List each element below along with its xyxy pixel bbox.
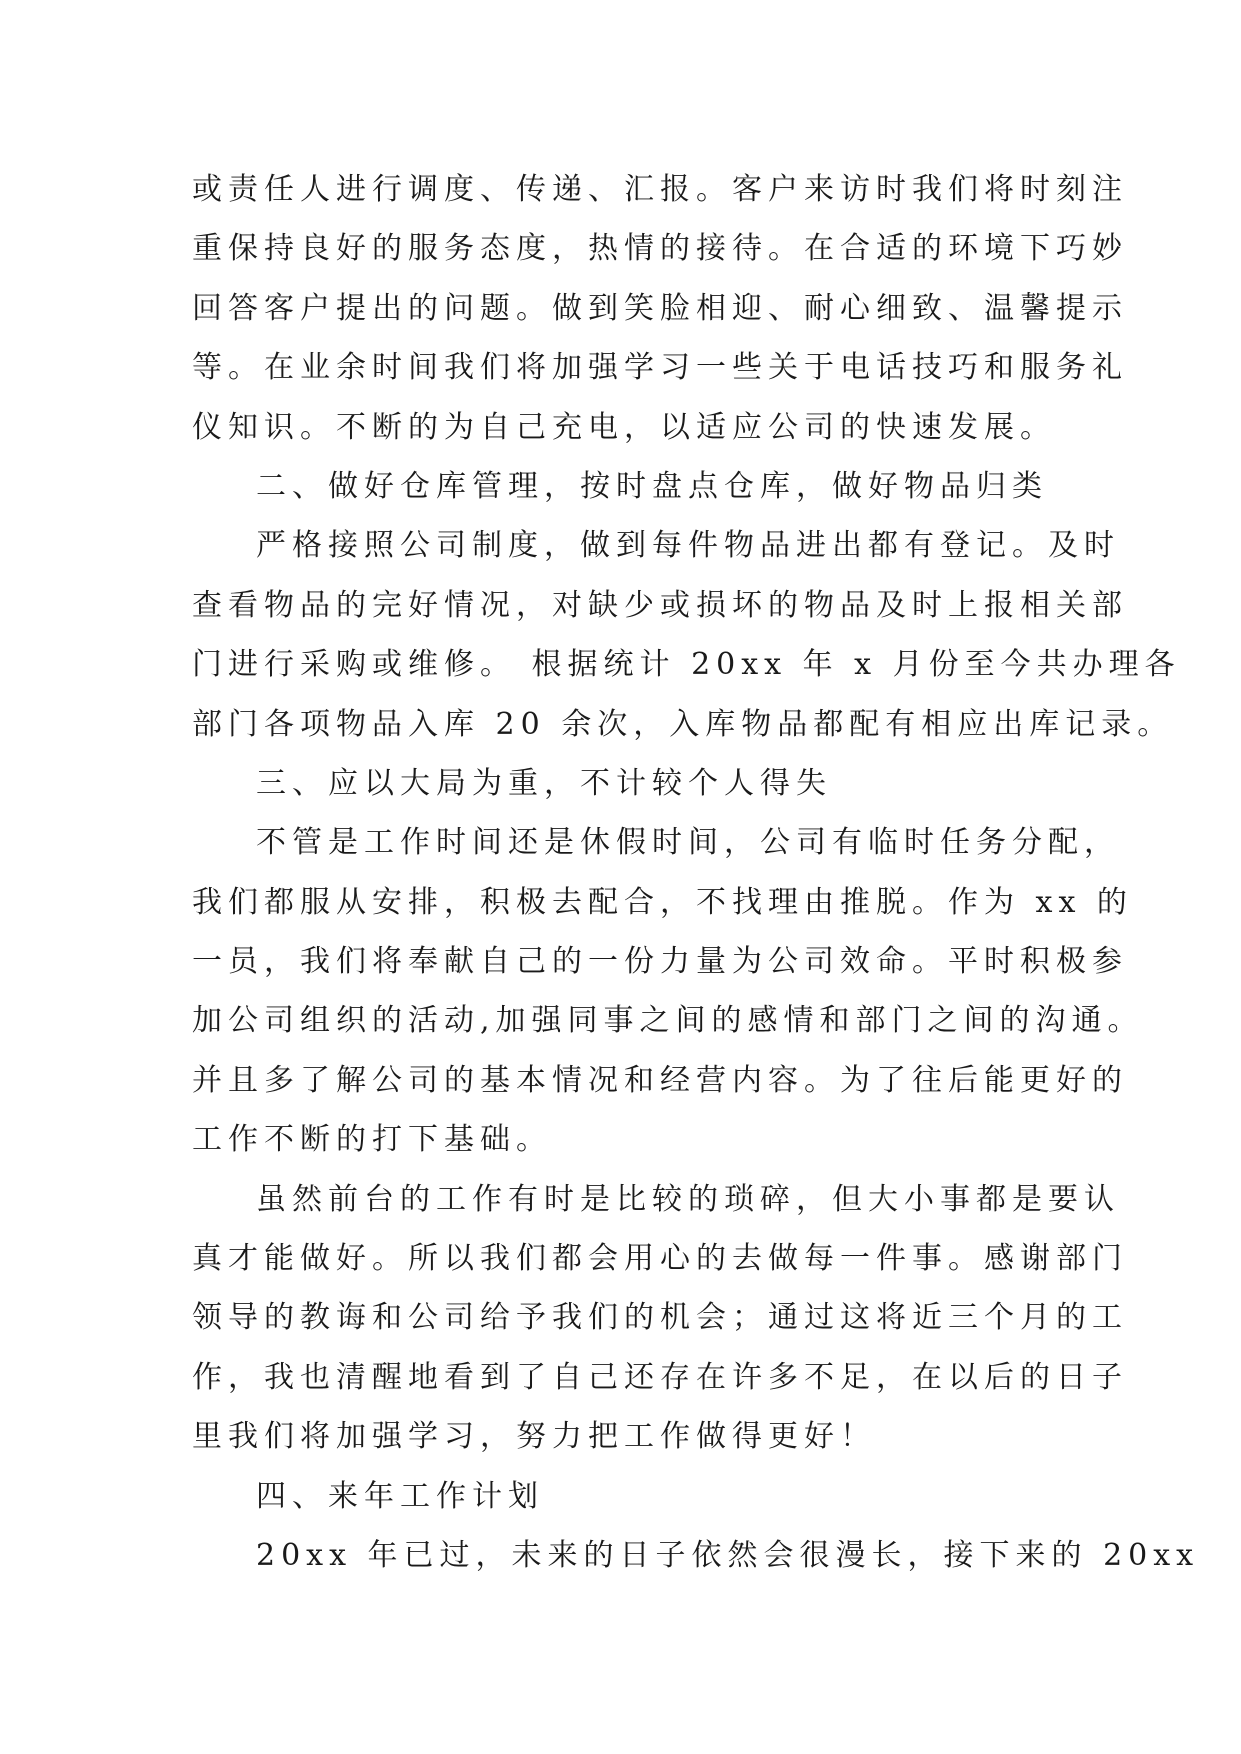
text-line: 20xx 年已过，未来的日子依然会很漫长，接下来的 20xx <box>256 1537 1200 1573</box>
text-line: 并且多了解公司的基本情况和经营内容。为了往后能更好的 <box>192 1062 1128 1098</box>
text-line: 或责任人进行调度、传递、汇报。客户来访时我们将时刻注 <box>192 172 1128 207</box>
text-line: 重保持良好的服务态度，热情的接待。在合适的环境下巧妙 <box>192 231 1128 267</box>
text-line: 一员，我们将奉献自己的一份力量为公司效命。平时积极参 <box>192 944 1128 980</box>
text-line: 等。在业余时间我们将加强学习一些关于电话技巧和服务礼 <box>192 350 1128 386</box>
text-line: 虽然前台的工作有时是比较的琐碎，但大小事都是要认 <box>256 1181 1120 1217</box>
text-line: 我们都服从安排，积极去配合，不找理由推脱。作为 xx 的 <box>192 884 1133 920</box>
text-line: 真才能做好。所以我们都会用心的去做每一件事。感谢部门 <box>192 1241 1128 1277</box>
document-body <box>192 160 1200 1585</box>
text-line: 里我们将加强学习，努力把工作做得更好！ <box>192 1419 876 1455</box>
text-line: 门进行采购或维修。 根据统计 20xx 年 x 月份至今共办理各 <box>192 647 1181 683</box>
text-line: 三、应以大局为重，不计较个人得失 <box>256 765 832 801</box>
text-line: 查看物品的完好情况，对缺少或损坏的物品及时上报相关部 <box>192 587 1128 623</box>
text-line: 加公司组织的活动,加强同事之间的感情和部门之间的沟通。 <box>192 1003 1144 1039</box>
text-line: 仪知识。不断的为自己充电，以适应公司的快速发展。 <box>192 409 1056 445</box>
text-line: 不管是工作时间还是休假时间，公司有临时任务分配， <box>256 825 1120 861</box>
text-line: 部门各项物品入库 20 余次，入库物品都配有相应出库记录。 <box>192 706 1174 742</box>
text-line: 回答客户提出的问题。做到笑脸相迎、耐心细致、温馨提示 <box>192 290 1128 326</box>
text-line: 四、来年工作计划 <box>256 1478 544 1514</box>
text-line: 二、做好仓库管理，按时盘点仓库，做好物品归类 <box>256 468 1048 504</box>
text-line: 工作不断的打下基础。 <box>192 1122 552 1158</box>
text-line: 作，我也清醒地看到了自己还存在许多不足，在以后的日子 <box>192 1359 1128 1395</box>
text-line: 严格接照公司制度，做到每件物品进出都有登记。及时 <box>256 528 1120 564</box>
text-line: 领导的教诲和公司给予我们的机会；通过这将近三个月的工 <box>192 1300 1128 1336</box>
